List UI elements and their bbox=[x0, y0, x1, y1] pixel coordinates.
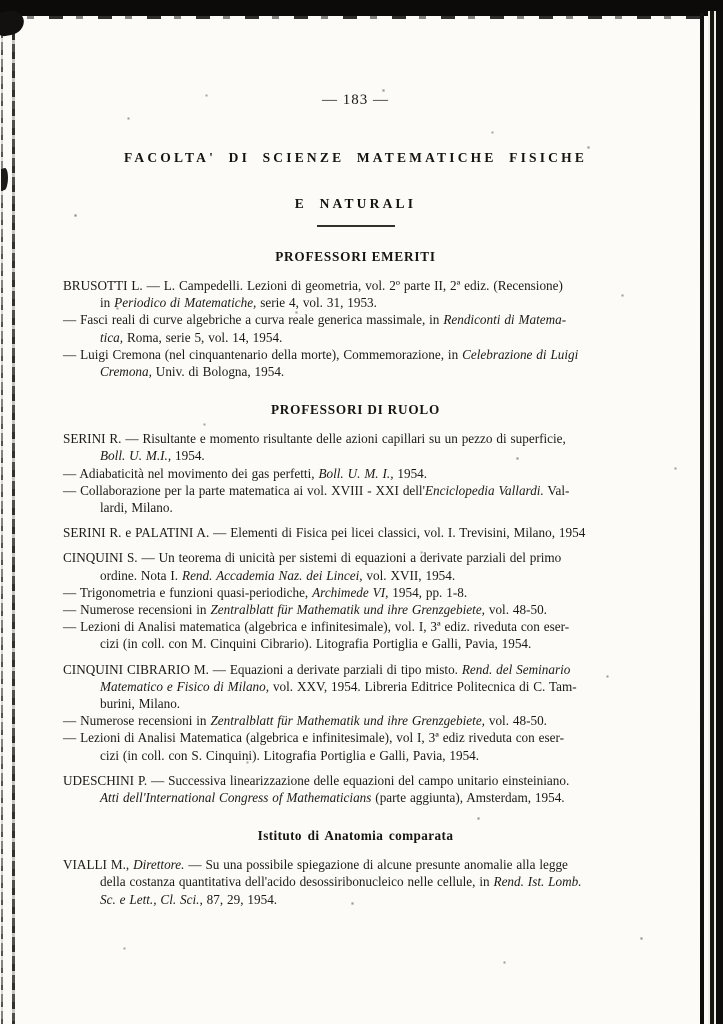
entry-line bbox=[63, 601, 648, 618]
bibliography-entry bbox=[63, 772, 648, 806]
bibliography-entry bbox=[63, 430, 648, 516]
entry-text: — Lezioni di Analisi matematica (algebrica e infinitesimale), vol. I, 3ª ediz. riveduta con eser- bbox=[63, 619, 570, 635]
entry-text-italic: Periodico di Matematiche, bbox=[114, 295, 257, 311]
entry-line bbox=[63, 482, 648, 499]
entry-text: — Adiabaticità nel movimento dei gas perfetti, bbox=[63, 465, 319, 481]
section-heading: Istituto di Anatomia comparata bbox=[257, 828, 454, 844]
entry-text: — Lezioni di Analisi Matematica (algebrica e infinitesimale), vol I, 3ª ediz riveduta con eser- bbox=[63, 730, 564, 746]
entry-text-italic: Boll. U. M.I., bbox=[100, 448, 172, 464]
entry-line bbox=[63, 447, 648, 464]
entry-text: vol. 48-50. bbox=[484, 602, 547, 618]
entry-text: CINQUINI CIBRARIO M. — Equazioni a derivate parziali di tipo misto. bbox=[63, 661, 462, 677]
entry-text: Roma, serie 5, vol. 14, 1954. bbox=[123, 329, 283, 345]
entry-line bbox=[63, 729, 648, 746]
page-number: — 183 — bbox=[322, 92, 389, 108]
entry-text: CINQUINI S. — Un teorema di unicità per sistemi di equazioni a derivate parziali del primo bbox=[63, 550, 562, 566]
entry-text: vol. XXV, 1954. Libreria Editrice Politecnica di C. Tam- bbox=[269, 678, 577, 694]
entry-line bbox=[63, 465, 648, 482]
page-paper bbox=[0, 16, 723, 1024]
entry-text: — Su una possibile spiegazione di alcune presunte anomalie alla legge bbox=[184, 857, 568, 873]
entry-line bbox=[63, 661, 648, 678]
entry-line bbox=[63, 856, 648, 873]
bibliography-content bbox=[63, 249, 648, 908]
entry-text-italic: Matematico e Fisico di Milano, bbox=[100, 678, 270, 694]
entry-line bbox=[63, 695, 648, 712]
entry-text: 1954, pp. 1-8. bbox=[388, 584, 468, 600]
entry-text: cizi (in coll. con M. Cinquini Cibrario). Litografia Portiglia e Galli, Pavia, 1954. bbox=[100, 636, 532, 652]
entry-text: SERINI R. — Risultante e momento risultante delle azioni capillari su un pezzo di superficie, bbox=[63, 431, 566, 447]
scan-edge-top-band bbox=[0, 0, 723, 16]
entry-line bbox=[63, 430, 648, 447]
entry-text-italic: Celebrazione di Luigi bbox=[462, 346, 579, 362]
bibliography-entry bbox=[63, 549, 648, 652]
entry-line bbox=[63, 294, 648, 311]
entry-text: vol. XVII, 1954. bbox=[362, 567, 456, 583]
bibliography-entry bbox=[63, 661, 648, 764]
section-heading: PROFESSORI EMERITI bbox=[275, 249, 436, 264]
entry-text-italic: Rend. Ist. Lomb. bbox=[493, 874, 582, 890]
faculty-title-line2: E NATURALI bbox=[294, 196, 417, 211]
entry-line bbox=[63, 891, 648, 908]
entry-text: UDESCHINI P. — Successiva linearizzazione delle equazioni del campo unitario einsteiniano. bbox=[63, 772, 570, 788]
entry-line bbox=[63, 772, 648, 789]
entry-text: Val- bbox=[543, 482, 570, 498]
entry-text: in bbox=[100, 295, 115, 311]
entry-line bbox=[63, 584, 648, 601]
entry-text-italic: Zentralblatt für Mathematik und ihre Grenzgebiete, bbox=[210, 713, 485, 729]
entry-line bbox=[63, 549, 648, 566]
entry-line bbox=[63, 712, 648, 729]
entry-text: — Luigi Cremona (nel cinquantenario della morte), Commemorazione, in bbox=[63, 346, 463, 362]
entry-text: — Trigonometria e funzioni quasi-periodiche, bbox=[63, 584, 313, 600]
entry-line bbox=[63, 346, 648, 363]
entry-text-italic: Enciclopedia Vallardi. bbox=[424, 482, 544, 498]
entry-line bbox=[63, 635, 648, 652]
entry-text: 1954. bbox=[393, 465, 428, 481]
entry-line bbox=[63, 363, 648, 380]
entry-line bbox=[63, 524, 648, 541]
entry-text-italic: Rend. Accademia Naz. dei Lincei, bbox=[182, 567, 363, 583]
entry-text: ordine. Nota I. bbox=[100, 567, 183, 583]
title-divider-rule bbox=[317, 225, 395, 227]
bibliography-entry bbox=[63, 524, 648, 541]
entry-line bbox=[63, 311, 648, 328]
entry-text-italic: tica, bbox=[100, 329, 124, 345]
section-heading: PROFESSORI DI RUOLO bbox=[270, 402, 441, 418]
entry-text-italic: Direttore. bbox=[133, 857, 185, 873]
entry-line bbox=[63, 567, 648, 584]
entry-text: — Collaborazione per la parte matematica ai vol. XVIII - XXI dell' bbox=[63, 482, 425, 498]
entry-text: — Numerose recensioni in bbox=[63, 602, 211, 618]
entry-line bbox=[63, 747, 648, 764]
bibliography-entry bbox=[63, 277, 648, 380]
entry-text-italic: Boll. U. M. I., bbox=[318, 465, 394, 481]
entry-text: burini, Milano. bbox=[100, 696, 181, 712]
entry-line bbox=[63, 277, 648, 294]
entry-text-italic: Cremona, bbox=[100, 364, 152, 380]
entry-line bbox=[63, 678, 648, 695]
entry-text: serie 4, vol. 31, 1953. bbox=[256, 295, 377, 311]
entry-text-italic: Sc. e Lett., Cl. Sci., bbox=[100, 891, 203, 907]
bibliography-entry bbox=[63, 856, 648, 908]
entry-text-italic: Rendiconti di Matema- bbox=[443, 312, 567, 328]
entry-text: Univ. di Bologna, 1954. bbox=[151, 364, 285, 380]
entry-text: 1954. bbox=[171, 448, 205, 464]
entry-line bbox=[63, 329, 648, 346]
entry-text-italic: Atti dell'International Congress of Mathematicians bbox=[100, 790, 372, 806]
entry-text: SERINI R. e PALATINI A. — Elementi di Fisica pei licei classici, vol. I. Trevisini, Milano, 1954 bbox=[63, 525, 586, 541]
entry-text: — Numerose recensioni in bbox=[63, 713, 211, 729]
entry-text-italic: Zentralblatt für Mathematik und ihre Grenzgebiete, bbox=[210, 602, 485, 618]
entry-text: lardi, Milano. bbox=[100, 500, 173, 516]
entry-text: (parte aggiunta), Amsterdam, 1954. bbox=[371, 790, 565, 806]
entry-text: vol. 48-50. bbox=[484, 713, 547, 729]
entry-line bbox=[63, 499, 648, 516]
entry-text: cizi (in coll. con S. Cinquini). Litografia Portiglia e Galli, Pavia, 1954. bbox=[100, 747, 480, 763]
paper-noise-specks bbox=[0, 0, 1, 1]
entry-line bbox=[63, 873, 648, 890]
entry-line bbox=[63, 789, 648, 806]
faculty-title-line1: FACOLTA' DI SCIENZE MATEMATICHE FISICHE bbox=[123, 150, 588, 165]
entry-text: — Fasci reali di curve algebriche a curva reale generica massimale, in bbox=[63, 312, 444, 328]
entry-text: 87, 29, 1954. bbox=[202, 891, 278, 907]
entry-text-italic: Archimede VI, bbox=[312, 584, 389, 600]
entry-text-italic: Rend. del Seminario bbox=[461, 661, 571, 677]
entry-text: VIALLI M., bbox=[63, 857, 134, 873]
entry-text: BRUSOTTI L. — L. Campedelli. Lezioni di geometria, vol. 2º parte II, 2ª ediz. (Recensione) bbox=[63, 278, 563, 293]
entry-text: della costanza quantitativa dell'acido desossiribonucleico nelle cellule, in bbox=[100, 874, 494, 890]
entry-line bbox=[63, 618, 648, 635]
